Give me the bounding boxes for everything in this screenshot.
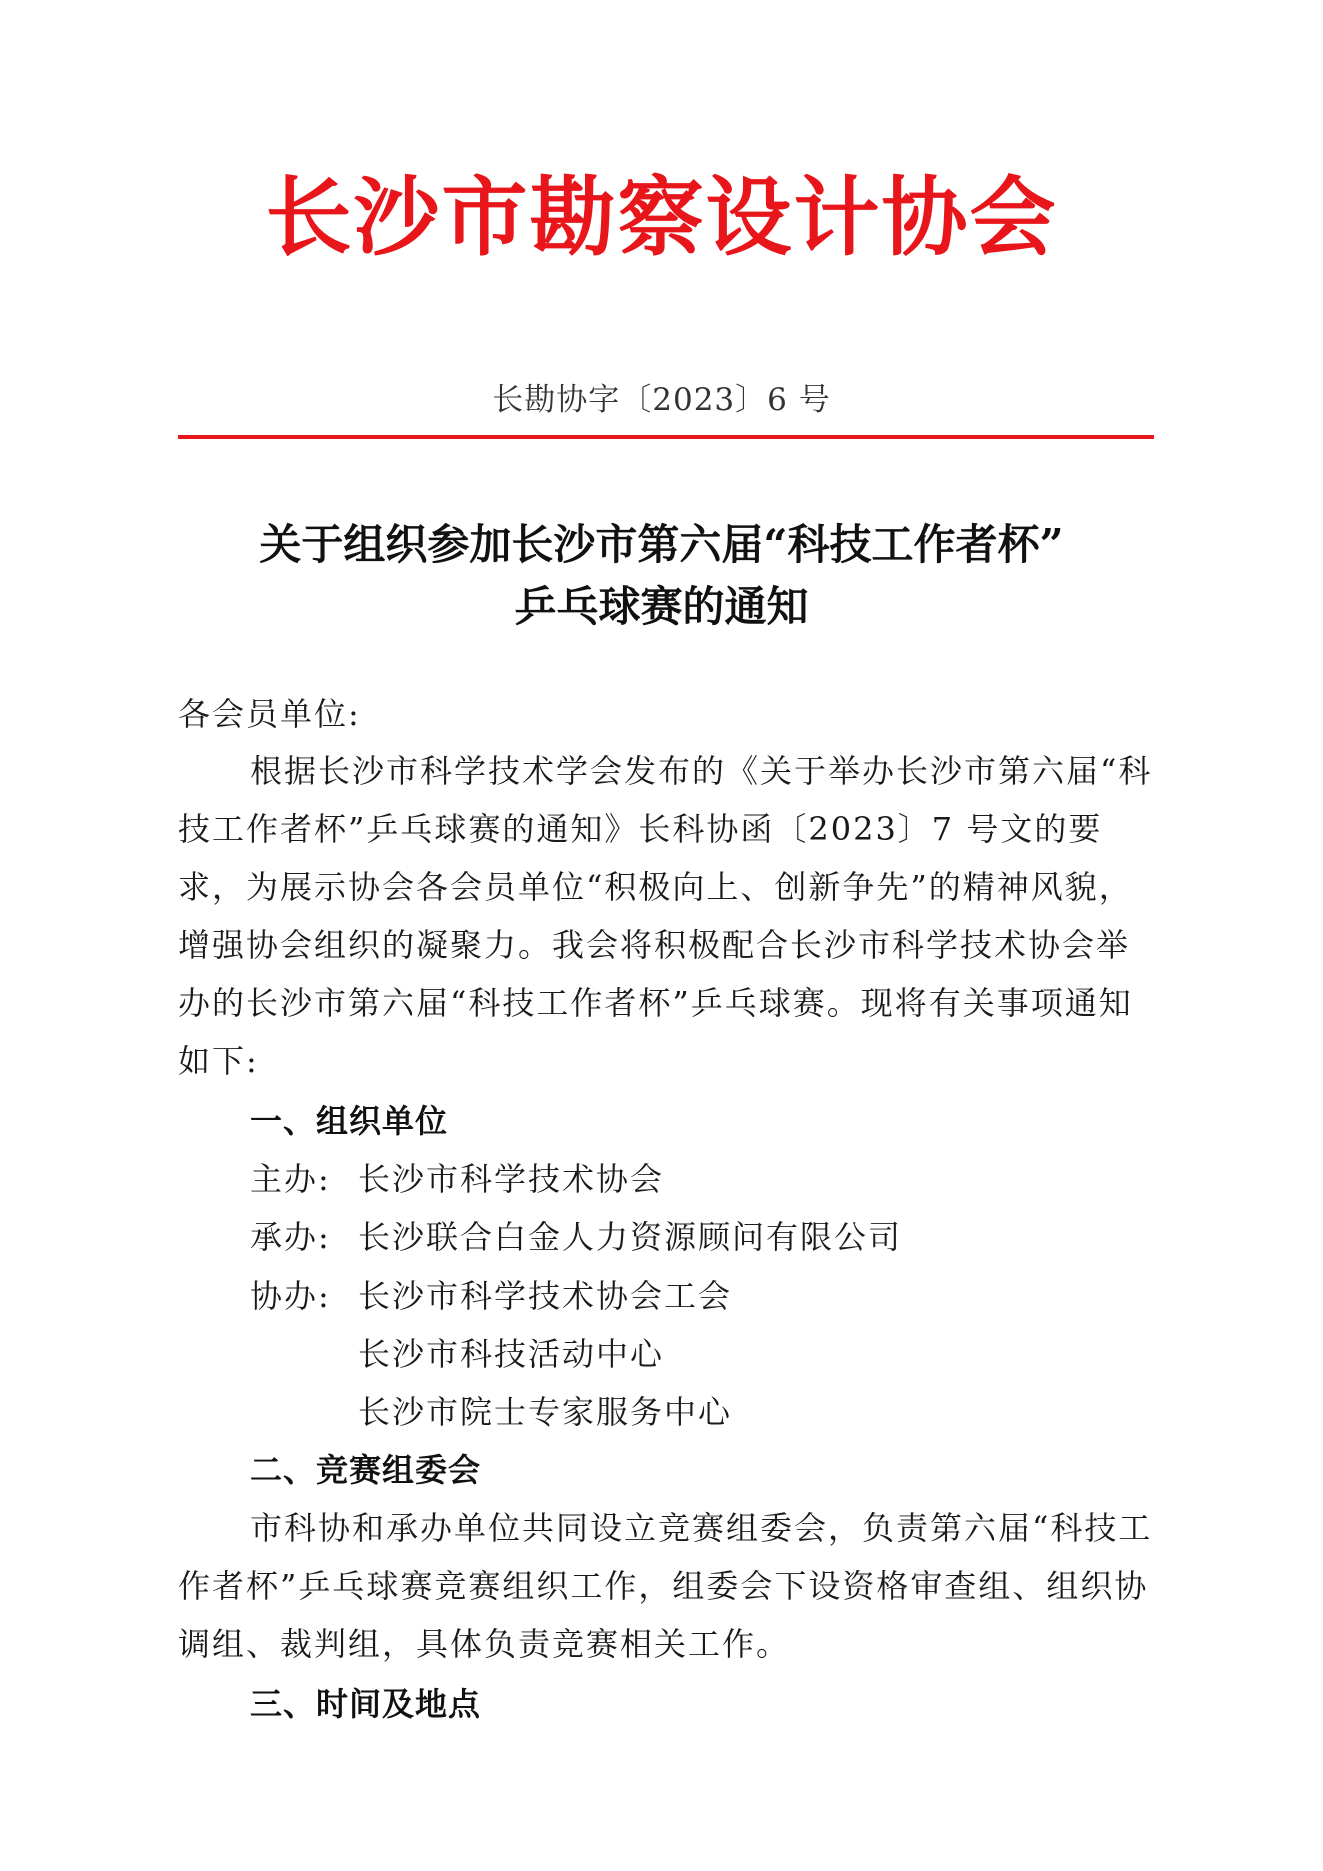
- organizer-label: 承办:: [250, 1218, 331, 1256]
- host-name: 长沙市科学技术协会: [358, 1160, 665, 1198]
- title-line-2: 乒乓球赛的通知: [514, 582, 809, 631]
- organizer-line: [250, 1208, 902, 1266]
- section-heading-organizers: 一、组织单位: [250, 1102, 449, 1140]
- co-organizer-name: 长沙市科学技术协会工会: [358, 1277, 733, 1315]
- salutation: 各会员单位:: [178, 695, 361, 733]
- organizer-name: 长沙联合白金人力资源顾问有限公司: [358, 1218, 903, 1256]
- co-organizer-line: [250, 1325, 664, 1383]
- red-divider-line: [178, 435, 1154, 439]
- intro-paragraph: 根据长沙市科学技术学会发布的《关于举办长沙市第六届“科技工作者杯”乒乓球赛的通知》长科协函〔2023〕7 号文的要求，为展示协会各会员单位“积极向上、创新争先”的精神风貌，增强协会组织的凝聚力。我会将积极配合长沙市科学技术协会举办的长沙市第六届“科技工作者杯”乒乓球赛。现将有关事项通知如下:: [178, 752, 1153, 1080]
- co-organizer-name: 长沙市科技活动中心: [358, 1335, 665, 1373]
- co-organizer-line: [250, 1267, 732, 1325]
- co-organizer-label: 协办:: [250, 1277, 331, 1315]
- co-organizer-line: [250, 1383, 732, 1441]
- notice-title: [0, 514, 1323, 638]
- document-number: 长勘协字〔2023〕6 号: [492, 382, 831, 418]
- host-label: 主办:: [250, 1160, 331, 1198]
- organization-header: 长沙市勘察设计协会: [265, 167, 1058, 268]
- committee-paragraph: 市科协和承办单位共同设立竞赛组委会，负责第六届“科技工作者杯”乒乓球赛竞赛组织工作，组委会下设资格审查组、组织协调组、裁判组，具体负责竞赛相关工作。: [178, 1509, 1153, 1663]
- host-line: [250, 1150, 664, 1208]
- co-organizer-name: 长沙市院士专家服务中心: [358, 1393, 733, 1431]
- section-heading-committee: 二、竞赛组委会: [250, 1451, 482, 1489]
- title-line-1: 关于组织参加长沙市第六届“科技工作者杯”: [259, 520, 1064, 569]
- section-heading-time-location: 三、时间及地点: [250, 1685, 482, 1723]
